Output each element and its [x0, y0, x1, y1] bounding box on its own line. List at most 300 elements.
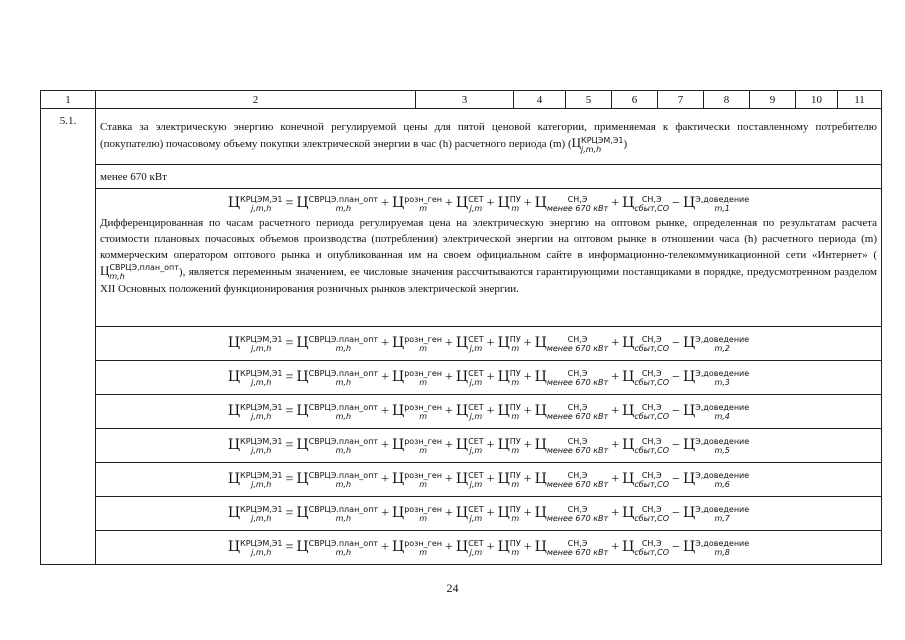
term-subscript: сбыт,СО — [634, 204, 670, 213]
plus-sign: + — [611, 369, 620, 385]
term-subscript: m,h — [335, 411, 352, 421]
formula-term — [535, 472, 609, 487]
formula-term — [683, 472, 749, 487]
formula-term — [228, 196, 283, 211]
formula-symbol: Ц — [296, 538, 309, 555]
plus-sign: + — [381, 196, 389, 212]
plus-sign: + — [611, 505, 620, 521]
formula-symbol: Ц — [455, 368, 469, 385]
section-title: Ставка за электрическую энергию конечной регулируемой цены для пятой ценовой категории, применяемая к фактически поставленному потребителю (покупателю) почасовому объему покупки электрической энергии в час (h) расчетного периода (m) (Ц КРЦЭМ,Э1 j,m,h ) — [96, 109, 882, 165]
term-subscript: менее 670 кВт — [546, 479, 609, 489]
formula-term — [683, 370, 749, 385]
term-subscript: m — [419, 377, 427, 387]
term-subscript: m,h — [335, 547, 352, 557]
formula-symbol: Ц — [296, 402, 309, 419]
formula-symbol: Ц — [622, 334, 635, 351]
term-superscript: ПУ — [509, 368, 521, 378]
formula-term — [498, 472, 521, 487]
term-superscript: СН,Э — [641, 195, 662, 204]
term-subscript: m — [419, 343, 427, 353]
column-number: 10 — [796, 91, 838, 109]
plus-sign: + — [381, 539, 389, 555]
formula-symbol: Ц — [682, 436, 696, 453]
formula-symbol: Ц — [622, 538, 635, 555]
formula — [100, 369, 877, 387]
term-superscript: розн_ген — [404, 538, 443, 548]
formula-symbol: Ц — [227, 470, 241, 487]
formula-symbol: Ц — [534, 368, 547, 385]
title-symbol: Ц КРЦЭМ,Э1 j,m,h — [571, 135, 624, 154]
term-subscript: m — [511, 547, 520, 557]
term-superscript: СН,Э — [641, 334, 662, 344]
minus-sign: − — [672, 437, 680, 453]
formula-row — [41, 531, 882, 565]
formula-symbol: Ц — [534, 402, 547, 419]
term-subscript: j,m — [469, 411, 483, 421]
term-subscript: m — [511, 445, 520, 455]
formula-term — [456, 370, 484, 385]
main-formula — [100, 195, 877, 213]
plus-sign: + — [611, 471, 620, 487]
formula-term — [296, 370, 378, 385]
formula-symbol: Ц — [455, 504, 469, 521]
term-superscript: СВРЦЭ.план_опт — [308, 470, 379, 480]
plus-sign: + — [486, 369, 495, 385]
term-subscript: сбыт,СО — [634, 479, 670, 489]
term-subscript: сбыт,СО — [634, 377, 670, 387]
formula-term — [228, 370, 283, 385]
formula-symbol: Ц — [497, 195, 510, 212]
term-subscript: менее 670 кВт — [546, 377, 609, 387]
formula-symbol: Ц — [391, 334, 405, 351]
formula-term — [456, 472, 484, 487]
formula-symbol: Ц — [455, 436, 469, 453]
plus-sign: + — [523, 437, 532, 453]
formula-symbol: Ц — [682, 195, 696, 212]
formula-symbol: Ц — [227, 195, 241, 212]
plus-sign: + — [486, 437, 495, 453]
formula-term — [683, 506, 749, 521]
plus-sign: + — [486, 196, 495, 212]
formula — [100, 471, 877, 489]
plus-sign: + — [523, 335, 532, 351]
term-subscript: j,m,h — [251, 411, 272, 421]
term-superscript: СЕТ — [468, 538, 484, 548]
formula-term — [622, 404, 669, 419]
formula-term — [296, 404, 378, 419]
formula-term — [622, 370, 669, 385]
formula — [100, 505, 877, 523]
term-superscript: Э,доведение — [695, 504, 750, 514]
formula-term — [622, 336, 669, 351]
formula-symbol: Ц — [296, 470, 309, 487]
formula-term — [228, 540, 283, 555]
minus-sign: − — [672, 196, 680, 212]
formula-symbol: Ц — [497, 470, 510, 487]
formula-term — [456, 506, 484, 521]
formula-row — [41, 327, 882, 361]
term-superscript: СЕТ — [468, 334, 484, 344]
term-subscript: менее 670 кВт — [546, 445, 609, 455]
formula-symbol: Ц — [534, 538, 547, 555]
formula-symbol: Ц — [682, 470, 696, 487]
formula-term — [535, 336, 609, 351]
formula-symbol: Ц — [622, 368, 635, 385]
formula-symbol: Ц — [682, 368, 696, 385]
term-subscript: m — [511, 377, 520, 387]
formula-term — [296, 472, 378, 487]
formula-symbol: Ц — [296, 334, 309, 351]
column-number: 6 — [612, 91, 658, 109]
term-subscript: m — [511, 513, 520, 523]
section-title-row — [41, 109, 882, 165]
plus-sign: + — [381, 369, 389, 385]
term-superscript: СН,Э — [567, 195, 588, 204]
formula-term — [535, 370, 609, 385]
formula-symbol: Ц — [391, 436, 405, 453]
term-subscript: сбыт,СО — [634, 513, 670, 523]
term-superscript: КРЦЭМ,Э1 — [240, 538, 283, 548]
term-superscript: ПУ — [509, 538, 521, 548]
formula-symbol: Ц — [391, 195, 405, 212]
formula-term — [498, 506, 521, 521]
term-subscript: m,3 — [714, 377, 730, 387]
column-number: 2 — [96, 91, 416, 109]
formula-symbol: Ц — [622, 195, 635, 212]
formula-term — [535, 404, 609, 419]
equals-sign: = — [285, 471, 294, 487]
term-superscript: СН,Э — [567, 538, 588, 548]
minus-sign: − — [672, 369, 680, 385]
formula-symbol: Ц — [455, 470, 469, 487]
equals-sign: = — [285, 437, 294, 453]
formula-term — [498, 438, 521, 453]
formula-symbol: Ц — [227, 402, 241, 419]
term-subscript: m — [419, 547, 427, 557]
formula-term — [456, 196, 484, 211]
term-subscript: m,h — [335, 377, 352, 387]
plus-sign: + — [523, 471, 532, 487]
term-superscript: розн_ген — [404, 470, 443, 480]
term-subscript: j,m,h — [251, 547, 272, 557]
formula-term — [296, 336, 378, 351]
formula-term — [498, 336, 521, 351]
formula-symbol: Ц — [497, 402, 510, 419]
formula-term — [228, 336, 283, 351]
term-superscript: КРЦЭМ,Э1 — [240, 470, 283, 480]
formula-term — [622, 472, 669, 487]
formula-symbol: Ц — [227, 334, 241, 351]
formula-term — [392, 506, 442, 521]
consumer-category-row — [41, 165, 882, 189]
plus-sign: + — [381, 403, 389, 419]
term-superscript: ПУ — [509, 504, 521, 514]
plus-sign: + — [523, 505, 532, 521]
formula-term — [622, 438, 669, 453]
formula-symbol: Ц — [534, 334, 547, 351]
plus-sign: + — [611, 437, 620, 453]
main-formula-row — [41, 189, 882, 327]
plus-sign: + — [445, 437, 453, 453]
term-superscript: розн_ген — [404, 368, 443, 378]
term-subscript: m,5 — [714, 445, 730, 455]
term-superscript: Э,доведение — [695, 368, 750, 378]
term-superscript: СН,Э — [567, 470, 588, 480]
term-superscript: розн_ген — [404, 504, 443, 514]
formula-term — [228, 472, 283, 487]
formula-symbol: Ц — [227, 368, 241, 385]
formula — [100, 335, 877, 353]
formula-symbol: Ц — [682, 504, 696, 521]
term-superscript: розн_ген — [404, 436, 443, 446]
formula-symbol: Ц — [455, 334, 469, 351]
minus-sign: − — [672, 471, 680, 487]
formula-term — [392, 370, 442, 385]
formula — [100, 403, 877, 421]
formula-symbol: Ц — [455, 538, 469, 555]
formula-symbol: Ц — [227, 436, 241, 453]
term-subscript: m,4 — [714, 411, 730, 421]
plus-sign: + — [611, 335, 620, 351]
plus-sign: + — [486, 403, 495, 419]
formula — [100, 437, 877, 455]
term-superscript: СВРЦЭ.план_опт — [308, 436, 379, 446]
term-superscript: ПУ — [509, 470, 521, 480]
term-subscript: j,m — [469, 445, 483, 455]
term-superscript: ПУ — [509, 436, 521, 446]
term-subscript: сбыт,СО — [634, 547, 670, 557]
term-superscript: СН,Э — [641, 368, 662, 378]
plus-sign: + — [611, 196, 620, 212]
inline-symbol: Ц СВРЦЭ,план_опт m,h — [100, 263, 179, 282]
formula-term — [683, 336, 749, 351]
term-superscript: СЕТ — [468, 504, 484, 514]
term-superscript: СЕТ — [468, 436, 484, 446]
term-subscript: m,1 — [714, 204, 730, 213]
tariff-table — [40, 90, 882, 565]
formula-term — [456, 336, 484, 351]
term-superscript: КРЦЭМ,Э1 — [240, 368, 283, 378]
term-subscript: j,m — [469, 204, 483, 213]
plus-sign: + — [523, 196, 532, 212]
term-superscript: розн_ген — [404, 402, 443, 412]
term-subscript: m,6 — [714, 479, 730, 489]
formula-symbol: Ц — [227, 504, 241, 521]
formula-symbol: Ц — [497, 436, 510, 453]
term-subscript: менее 670 кВт — [546, 411, 609, 421]
formula-term — [456, 438, 484, 453]
equals-sign: = — [285, 196, 294, 212]
formula-description: Дифференцированная по часам расчетного периода регулируемая цена на электрическую энергию на оптовом рынке, определенная по результатам расчета стоимости плановых почасовых объемов производства (потребления) электрической энергии на оптовом рынке в отношении часа (h) расчетного периода (m) коммерческим оператором оптового рынка и опубликованная им на своем официальном сайте в информационно-телекоммуникационной сети «Интернет» (Ц СВРЦЭ,план_опт m,h ), является переменным значением, ее числовые значения рассчитываются гарантирующими поставщиками в порядке, предусмотренном разделом XII Основных положений функционирования розничных рынков электрической энергии. — [100, 217, 877, 296]
formula-term — [456, 540, 484, 555]
formula-term — [683, 404, 749, 419]
formula-symbol: Ц — [622, 402, 635, 419]
plus-sign: + — [445, 196, 453, 212]
term-superscript: СВРЦЭ.план_опт — [308, 368, 379, 378]
term-superscript: СН,Э — [641, 436, 662, 446]
column-number: 1 — [41, 91, 96, 109]
formula-symbol: Ц — [622, 470, 635, 487]
formula-symbol: Ц — [682, 538, 696, 555]
formula-term — [392, 196, 442, 211]
formula-term — [535, 540, 609, 555]
term-subscript: j,m,h — [251, 343, 272, 353]
formula-term — [392, 438, 442, 453]
formula-symbol: Ц — [622, 504, 635, 521]
term-superscript: СЕТ — [468, 402, 484, 412]
equals-sign: = — [285, 403, 294, 419]
formula-symbol: Ц — [455, 402, 469, 419]
formula-symbol: Ц — [227, 538, 241, 555]
formula-symbol: Ц — [682, 402, 696, 419]
formula-symbol: Ц — [534, 470, 547, 487]
term-subscript: j,m — [469, 377, 483, 387]
term-superscript: СН,Э — [567, 334, 588, 344]
formula-symbol: Ц — [622, 436, 635, 453]
formula-term — [392, 404, 442, 419]
term-subscript: j,m,h — [251, 204, 272, 213]
minus-sign: − — [672, 505, 680, 521]
term-superscript: СН,Э — [641, 402, 662, 412]
formula-symbol: Ц — [534, 504, 547, 521]
term-subscript: m — [511, 411, 520, 421]
term-superscript: Э,доведение — [695, 436, 750, 446]
formula-symbol: Ц — [296, 504, 309, 521]
plus-sign: + — [486, 335, 495, 351]
term-superscript: КРЦЭМ,Э1 — [240, 402, 283, 412]
term-superscript: Э,доведение — [695, 195, 750, 204]
formula — [100, 539, 877, 557]
formula-term — [498, 370, 521, 385]
minus-sign: − — [672, 403, 680, 419]
formula-term — [535, 196, 609, 211]
formula-row — [41, 429, 882, 463]
term-subscript: m — [419, 411, 427, 421]
term-superscript: СЕТ — [468, 470, 484, 480]
term-subscript: j,m,h — [251, 513, 272, 523]
equals-sign: = — [285, 539, 294, 555]
plus-sign: + — [381, 335, 389, 351]
term-subscript: m — [511, 204, 520, 213]
term-superscript: СВРЦЭ.план_опт — [308, 334, 379, 344]
term-superscript: СН,Э — [567, 402, 588, 412]
term-subscript: j,m,h — [251, 445, 272, 455]
formula-symbol: Ц — [497, 504, 510, 521]
column-number: 9 — [750, 91, 796, 109]
term-subscript: j,m,h — [251, 377, 272, 387]
term-superscript: СН,Э — [641, 538, 662, 548]
term-superscript: КРЦЭМ,Э1 — [240, 436, 283, 446]
column-number-header-row — [41, 91, 882, 109]
term-subscript: сбыт,СО — [634, 411, 670, 421]
term-superscript: Э,доведение — [695, 334, 750, 344]
plus-sign: + — [445, 403, 453, 419]
term-superscript: розн_ген — [404, 195, 443, 204]
column-number: 11 — [838, 91, 882, 109]
consumer-category-label: менее 670 кВт — [96, 165, 882, 189]
term-superscript: Э,доведение — [695, 538, 750, 548]
formula-row — [41, 395, 882, 429]
formula-symbol: Ц — [391, 504, 405, 521]
formula-term — [296, 196, 378, 211]
formula-term — [392, 472, 442, 487]
formula-symbol: Ц — [455, 195, 469, 212]
term-subscript: j,m — [469, 343, 483, 353]
formula-symbol: Ц — [296, 195, 309, 212]
term-subscript: j,m,h — [251, 479, 272, 489]
term-subscript: m,7 — [714, 513, 730, 523]
term-superscript: КРЦЭМ,Э1 — [240, 504, 283, 514]
formula-term — [498, 540, 521, 555]
formula-term — [456, 404, 484, 419]
term-subscript: m — [419, 479, 427, 489]
term-superscript: СН,Э — [567, 504, 588, 514]
plus-sign: + — [611, 539, 620, 555]
term-subscript: m,h — [335, 445, 352, 455]
formula-term — [296, 540, 378, 555]
formula-term — [296, 438, 378, 453]
plus-sign: + — [523, 403, 532, 419]
formula-term — [622, 540, 669, 555]
formula-row — [41, 361, 882, 395]
formula-term — [392, 540, 442, 555]
term-subscript: m — [511, 343, 520, 353]
formula-term — [622, 506, 669, 521]
formula-symbol: Ц — [534, 436, 547, 453]
term-superscript: СН,Э — [567, 436, 588, 446]
plus-sign: + — [523, 539, 532, 555]
formula-term — [535, 438, 609, 453]
formula-symbol: Ц — [391, 402, 405, 419]
plus-sign: + — [523, 369, 532, 385]
plus-sign: + — [445, 335, 453, 351]
term-subscript: m — [419, 513, 427, 523]
term-subscript: m,8 — [714, 547, 730, 557]
term-subscript: менее 670 кВт — [546, 343, 609, 353]
formula-symbol: Ц — [534, 195, 547, 212]
term-subscript: сбыт,СО — [634, 445, 670, 455]
term-superscript: КРЦЭМ,Э1 — [240, 334, 283, 344]
term-subscript: j,m — [469, 547, 483, 557]
term-superscript: СВРЦЭ.план_опт — [308, 504, 379, 514]
term-superscript: СН,Э — [641, 504, 662, 514]
term-subscript: j,m — [469, 479, 483, 489]
page-number: 24 — [446, 581, 459, 595]
plus-sign: + — [486, 505, 495, 521]
plus-sign: + — [445, 505, 453, 521]
formula-term — [228, 438, 283, 453]
plus-sign: + — [486, 471, 495, 487]
term-superscript: СЕТ — [468, 368, 484, 378]
term-subscript: j,m — [469, 513, 483, 523]
formula-symbol: Ц — [497, 334, 510, 351]
formula-symbol: Ц — [391, 368, 405, 385]
column-number: 3 — [416, 91, 514, 109]
term-subscript: менее 670 кВт — [546, 204, 609, 213]
term-subscript: сбыт,СО — [634, 343, 670, 353]
formula-symbol: Ц — [391, 470, 405, 487]
term-superscript: СВРЦЭ.план_опт — [308, 538, 379, 548]
formula-term — [683, 540, 749, 555]
minus-sign: − — [672, 539, 680, 555]
term-superscript: СЕТ — [468, 195, 484, 204]
term-superscript: СВРЦЭ.план_опт — [308, 402, 379, 412]
formula-term — [392, 336, 442, 351]
column-number: 5 — [566, 91, 612, 109]
term-subscript: m — [419, 445, 427, 455]
minus-sign: − — [672, 335, 680, 351]
term-superscript: Э,доведение — [695, 470, 750, 480]
